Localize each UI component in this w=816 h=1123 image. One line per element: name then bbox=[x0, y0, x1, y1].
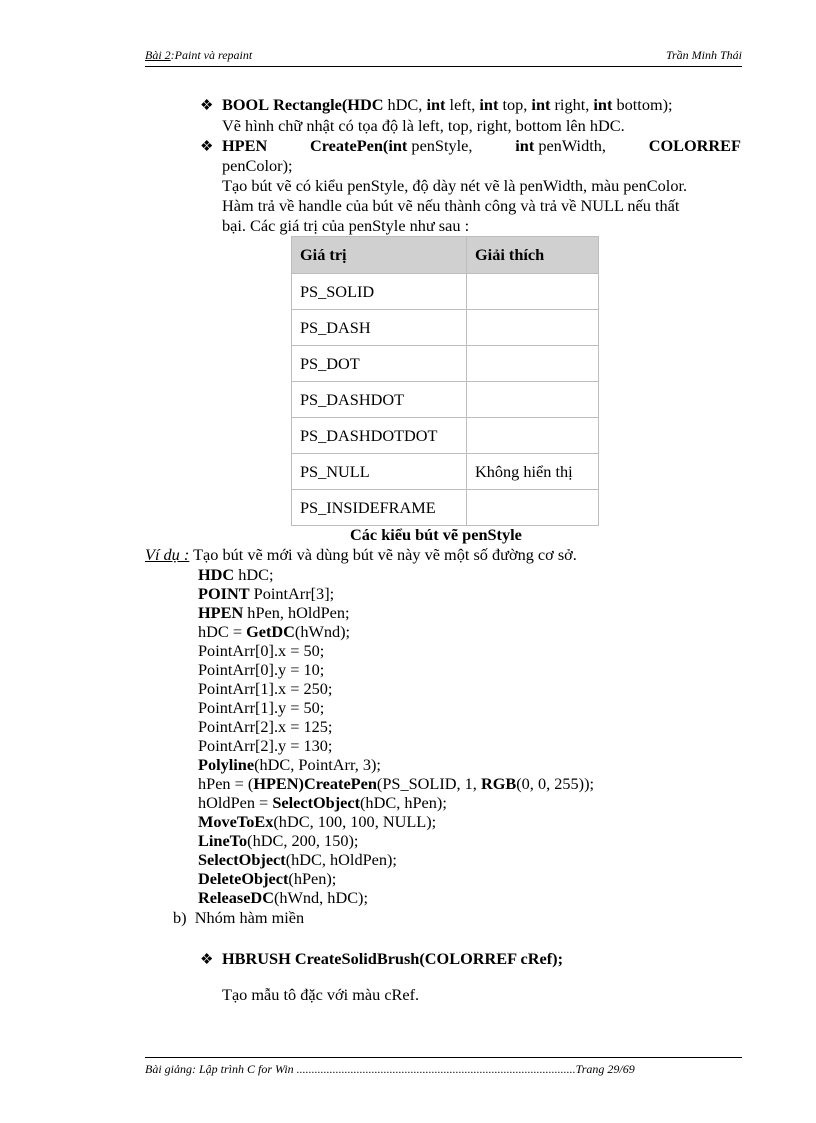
rectangle-description: Vẽ hình chữ nhật có tọa độ là left, top, right, bottom lên hDC. bbox=[222, 116, 625, 135]
brush-signature: HBRUSH CreateSolidBrush(COLORREF cRef); bbox=[222, 949, 563, 968]
table-row bbox=[292, 310, 599, 346]
table-cell: PS_INSIDEFRAME bbox=[292, 490, 467, 526]
table-cell: PS_SOLID bbox=[292, 274, 467, 310]
table-cell bbox=[467, 274, 599, 310]
diamond-bullet-icon: ❖ bbox=[200, 98, 214, 114]
diamond-bullet-icon: ❖ bbox=[200, 952, 214, 968]
table-cell: PS_DASHDOT bbox=[292, 382, 467, 418]
code-line: POINT PointArr[3]; bbox=[198, 584, 335, 603]
code-line: Polyline(hDC, PointArr, 3); bbox=[198, 755, 381, 774]
footer-rule bbox=[145, 1057, 742, 1058]
table-header-explain: Giải thích bbox=[467, 237, 599, 274]
code-line: LineTo(hDC, 200, 150); bbox=[198, 831, 359, 850]
brush-description: Tạo mẫu tô đặc với màu cRef. bbox=[222, 985, 420, 1004]
table-cell bbox=[467, 418, 599, 454]
code-line: hDC = GetDC(hWnd); bbox=[198, 622, 351, 641]
createpen-signature-cont: penColor); bbox=[222, 156, 293, 175]
code-line: DeleteObject(hPen); bbox=[198, 869, 337, 888]
table-header-row bbox=[292, 237, 599, 274]
code-line: MoveToEx(hDC, 100, 100, NULL); bbox=[198, 812, 437, 831]
diamond-bullet-icon: ❖ bbox=[200, 139, 214, 155]
createpen-signature: HPEN CreatePen(int penStyle, int penWidth, COLORREF bbox=[222, 136, 741, 155]
page-header bbox=[145, 48, 742, 64]
code-line: PointArr[2].y = 130; bbox=[198, 736, 333, 755]
table-row bbox=[292, 454, 599, 490]
header-lesson: Bài 2:Paint và repaint bbox=[145, 48, 253, 62]
code-line: PointArr[0].x = 50; bbox=[198, 641, 325, 660]
table-row bbox=[292, 382, 599, 418]
code-line: hOldPen = SelectObject(hDC, hPen); bbox=[198, 793, 447, 812]
table-cell bbox=[467, 490, 599, 526]
table-row bbox=[292, 274, 599, 310]
example-line: Ví dụ : Tạo bút vẽ mới và dùng bút vẽ này vẽ một số đường cơ sở. bbox=[145, 545, 577, 564]
header-author: Trần Minh Thái bbox=[665, 48, 742, 62]
table-caption: Các kiểu bút vẽ penStyle bbox=[350, 525, 522, 544]
table-row bbox=[292, 490, 599, 526]
page-footer: Bài giảng: Lập trình C for Win .............................................................................................Trang 29/69 bbox=[145, 1062, 635, 1076]
table-cell: PS_DASH bbox=[292, 310, 467, 346]
table-cell: PS_DASHDOTDOT bbox=[292, 418, 467, 454]
table-cell bbox=[467, 382, 599, 418]
table-cell bbox=[467, 310, 599, 346]
code-line: SelectObject(hDC, hOldPen); bbox=[198, 850, 397, 869]
table-cell: Không hiển thị bbox=[467, 454, 599, 490]
code-line: HDC hDC; bbox=[198, 565, 274, 584]
penstyle-table bbox=[291, 236, 599, 526]
table-row bbox=[292, 418, 599, 454]
table-cell: PS_DOT bbox=[292, 346, 467, 382]
code-line: PointArr[1].x = 250; bbox=[198, 679, 333, 698]
createpen-desc-1: Tạo bút vẽ có kiểu penStyle, độ dày nét vẽ là penWidth, màu penColor. bbox=[222, 176, 688, 195]
table-cell bbox=[467, 346, 599, 382]
table-header-value: Giá trị bbox=[292, 237, 467, 274]
code-line: ReleaseDC(hWnd, hDC); bbox=[198, 888, 369, 907]
createpen-desc-2: Hàm trả về handle của bút vẽ nếu thành công và trả về NULL nếu thất bbox=[222, 196, 680, 215]
code-line: PointArr[0].y = 10; bbox=[198, 660, 325, 679]
section-b-heading: b) Nhóm hàm miền bbox=[173, 908, 305, 927]
createpen-desc-3: bại. Các giá trị của penStyle như sau : bbox=[222, 216, 470, 235]
code-line: HPEN hPen, hOldPen; bbox=[198, 603, 350, 622]
rectangle-signature: BOOL Rectangle(HDC hDC, int left, int top, int right, int bottom); bbox=[222, 95, 673, 114]
table-row bbox=[292, 346, 599, 382]
header-rule bbox=[145, 66, 742, 67]
code-line: PointArr[1].y = 50; bbox=[198, 698, 325, 717]
code-line: PointArr[2].x = 125; bbox=[198, 717, 333, 736]
code-line: hPen = (HPEN)CreatePen(PS_SOLID, 1, RGB(0, 0, 255)); bbox=[198, 774, 595, 793]
table-cell: PS_NULL bbox=[292, 454, 467, 490]
